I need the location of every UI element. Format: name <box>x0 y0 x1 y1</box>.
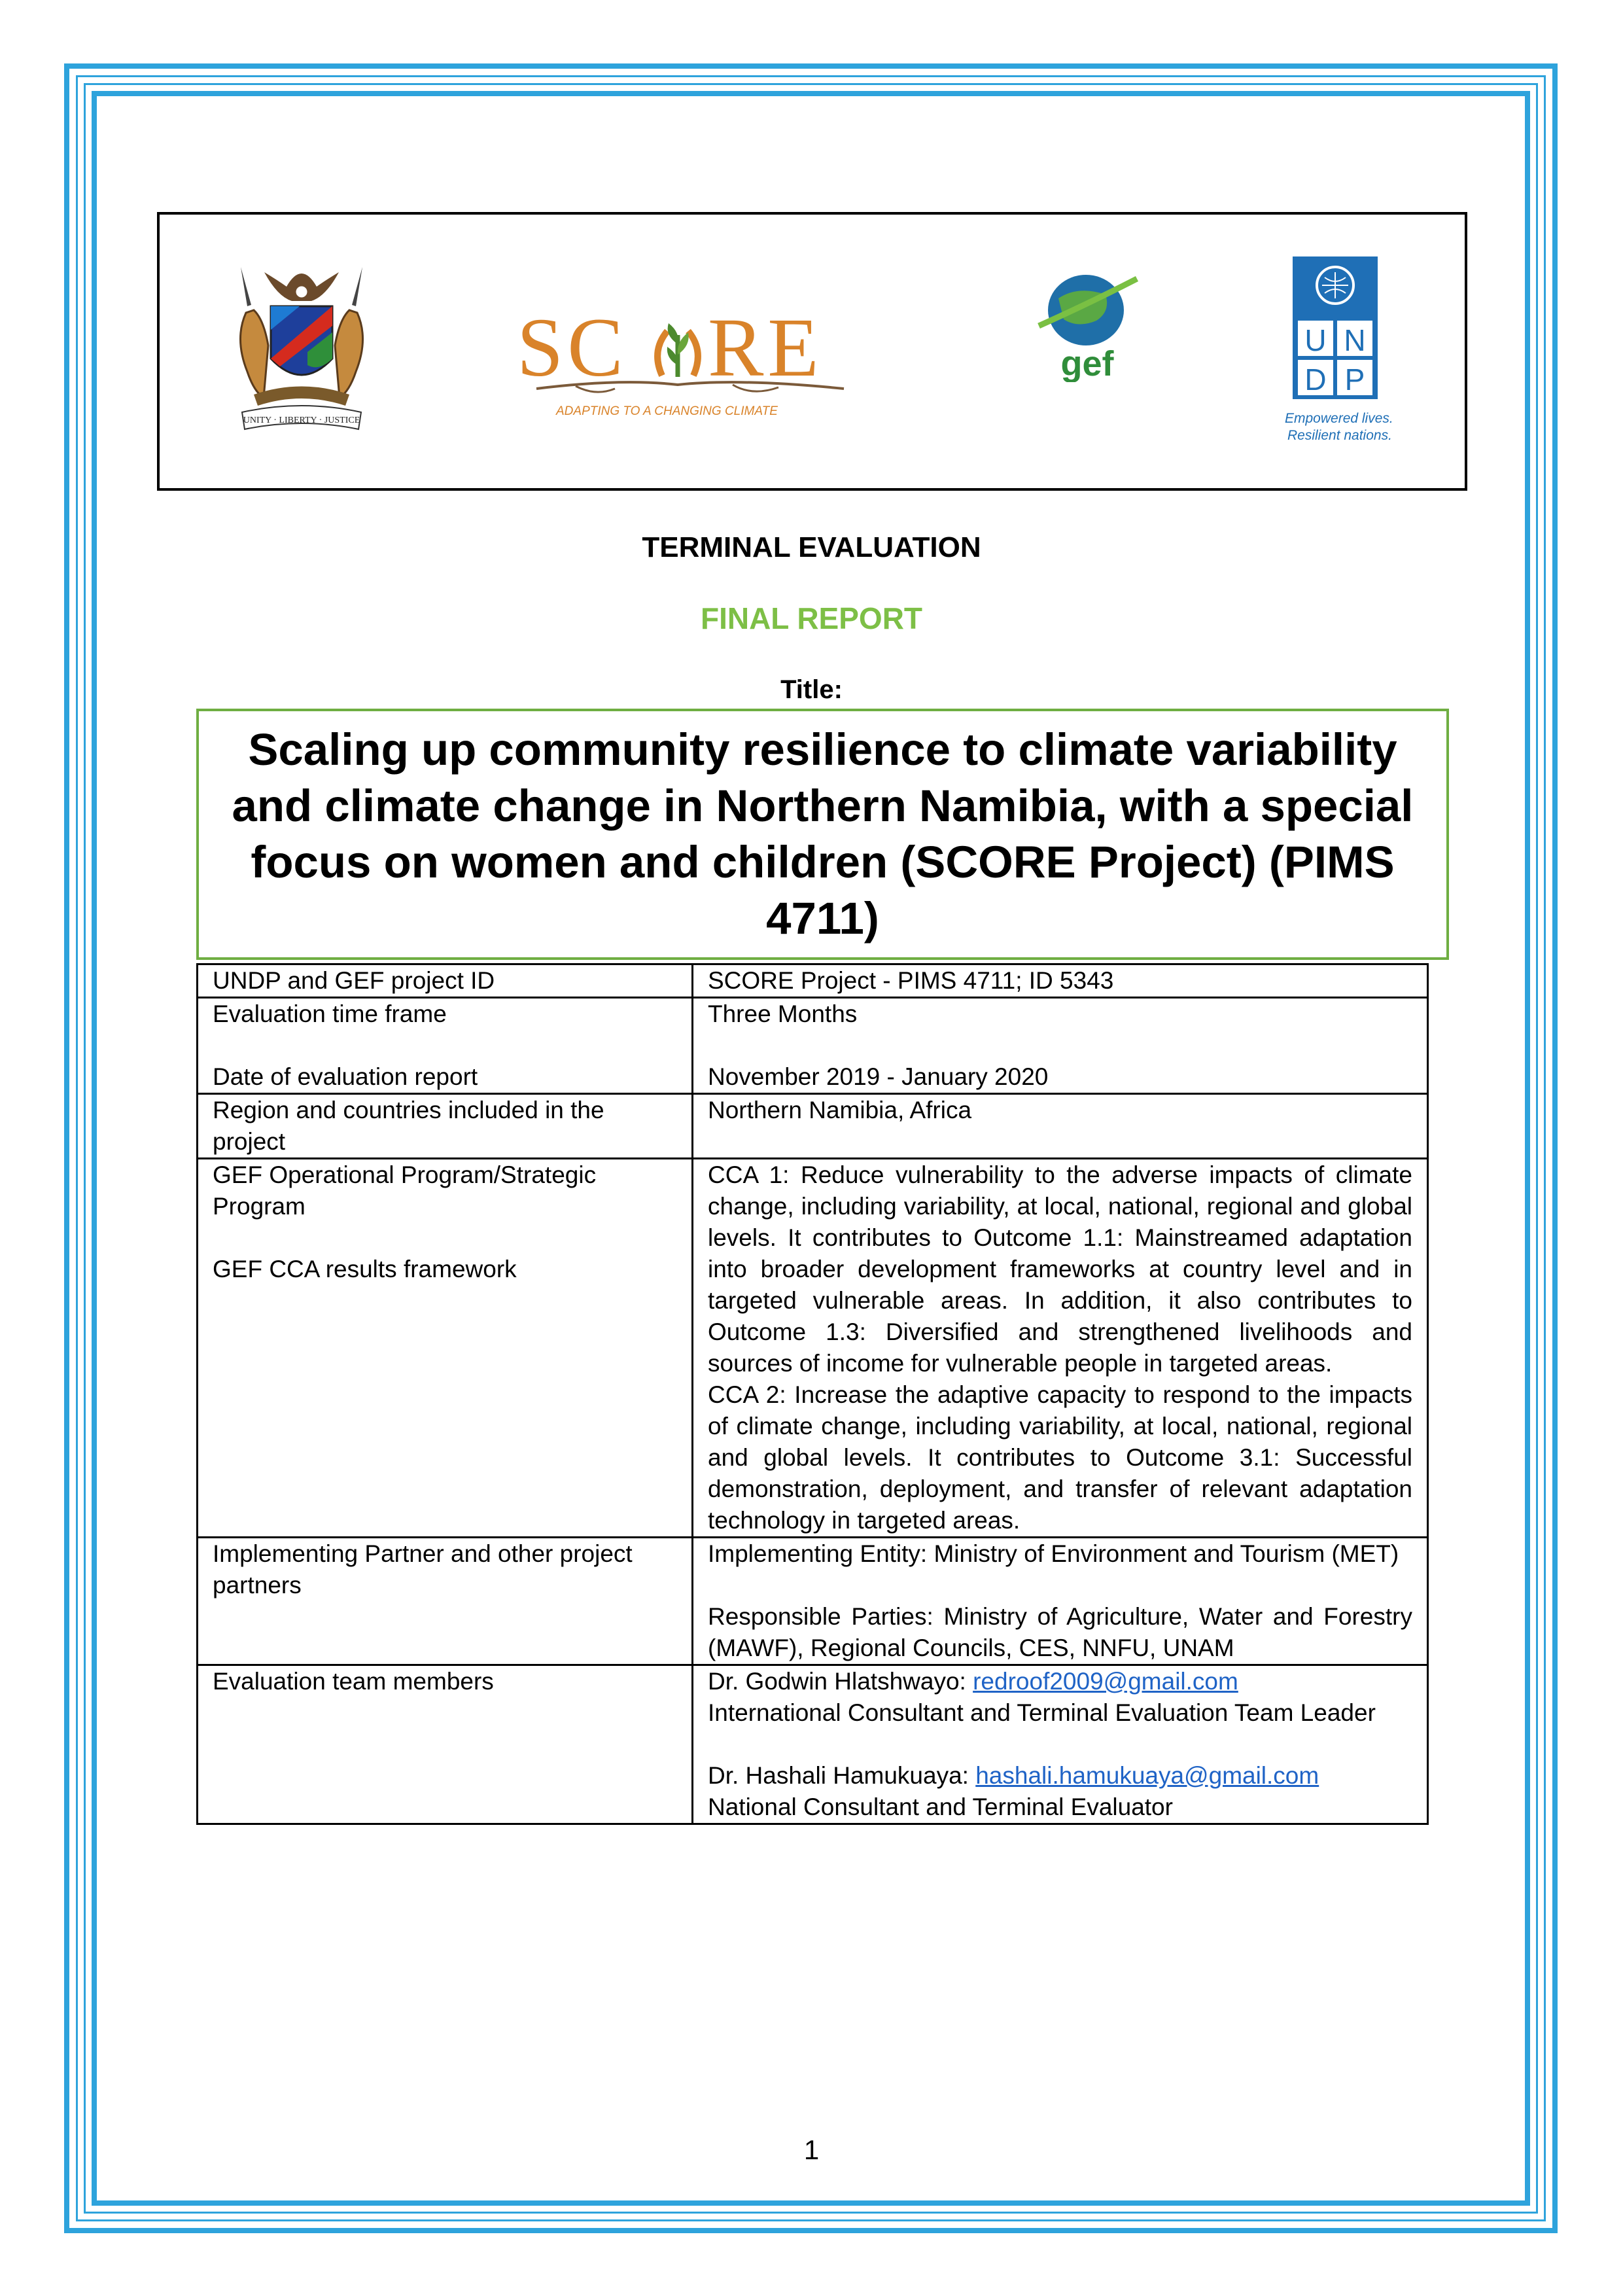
row-label: GEF Operational Program/Strategic Program <box>213 1161 597 1220</box>
table-row <box>198 1159 1428 1538</box>
svg-text:UNITY · LIBERTY · JUSTICE: UNITY · LIBERTY · JUSTICE <box>243 415 360 425</box>
svg-text:D: D <box>1304 362 1327 397</box>
final-report-heading: FINAL REPORT <box>700 601 923 635</box>
svg-text:U: U <box>1304 323 1327 357</box>
page-number: 1 <box>803 2134 820 2165</box>
row-value: SCORE Project - PIMS 4711; ID 5343 <box>708 967 1114 994</box>
table-row <box>198 964 1428 998</box>
member-name: Dr. Godwin Hlatshwayo: <box>708 1668 973 1695</box>
table-cell-label <box>198 1665 693 1824</box>
svg-text:Empowered lives.: Empowered lives. <box>1285 411 1393 426</box>
table-cell-value <box>693 1094 1428 1159</box>
row-label: Evaluation time frame <box>213 1000 447 1027</box>
row-value: Three Months <box>708 1000 858 1027</box>
row-label: Region and countries included in the project <box>213 1097 604 1155</box>
member-role: International Consultant and Terminal Evaluation Team Leader <box>708 1699 1376 1726</box>
project-title: Scaling up community resilience to climate variability and climate change in Northern Namibia, with a special focus on women and children (SCORE Project) (PIMS 4711) <box>232 724 1414 944</box>
project-info-table <box>196 963 1429 1825</box>
member-role: National Consultant and Terminal Evaluator <box>708 1793 1173 1820</box>
undp-logo <box>1285 256 1416 453</box>
svg-text:Resilient nations.: Resilient nations. <box>1287 428 1392 443</box>
row-value: Implementing Entity: Ministry of Environment and Tourism (MET) <box>708 1540 1399 1567</box>
row-value: CCA 2: Increase the adaptive capacity to respond to the impacts of climate change, including variability, at local, national, regional and global levels. It contributes to Outcome 3.1: Successful demonstration, deployment, and transfer of relevant adaptation technology in targeted areas. <box>708 1381 1412 1534</box>
table-row <box>198 1538 1428 1665</box>
title-label: Title: <box>780 675 843 704</box>
row-label: GEF CCA results framework <box>213 1256 517 1282</box>
svg-text:RE: RE <box>708 305 823 394</box>
row-value: November 2019 - January 2020 <box>708 1063 1049 1090</box>
row-label: Date of evaluation report <box>213 1063 478 1090</box>
table-row <box>198 1094 1428 1159</box>
row-label: UNDP and GEF project ID <box>213 967 495 994</box>
row-value: CCA 1: Reduce vulnerability to the adverse impacts of climate change, including variability, at local, national, regional and global levels. It contributes to Outcome 1.1: Mainstreamed adaptation into broader development frameworks at country level and in targeted vulnerable areas. In addition, it also contributes to Outcome 1.3: Diversified and strengthened livelihoods and sources of income for vulnerable people in targeted areas. <box>708 1161 1412 1377</box>
svg-text:gef: gef <box>1060 344 1114 382</box>
table-row <box>198 1665 1428 1824</box>
table-cell-label <box>198 1538 693 1665</box>
table-cell-value <box>693 1538 1428 1665</box>
table-cell-label <box>198 1159 693 1538</box>
gef-logo <box>1032 266 1143 382</box>
svg-text:P: P <box>1344 362 1365 397</box>
namibia-coat-of-arms-logo <box>228 260 375 433</box>
table-cell-value <box>693 998 1428 1094</box>
svg-text:SC: SC <box>517 305 627 394</box>
score-logo <box>517 305 883 423</box>
member-name: Dr. Hashali Hamukuaya: <box>708 1762 976 1789</box>
table-cell-value <box>693 1159 1428 1538</box>
email-link[interactable]: hashali.hamukuaya@gmail.com <box>975 1762 1319 1789</box>
row-value: Responsible Parties: Ministry of Agriculture, Water and Forestry (MAWF), Regional Councils, CES, NNFU, UNAM <box>708 1603 1412 1661</box>
row-value: Northern Namibia, Africa <box>708 1097 972 1123</box>
table-cell-value <box>693 964 1428 998</box>
row-label: Evaluation team members <box>213 1668 494 1695</box>
table-cell-label <box>198 1094 693 1159</box>
row-label: Implementing Partner and other project partners <box>213 1540 633 1598</box>
email-link[interactable]: redroof2009@gmail.com <box>973 1668 1238 1695</box>
svg-text:N: N <box>1344 323 1366 357</box>
svg-text:ADAPTING TO A CHANGING CLIMATE: ADAPTING TO A CHANGING CLIMATE <box>556 404 778 418</box>
terminal-evaluation-heading: TERMINAL EVALUATION <box>642 531 981 563</box>
table-cell-value <box>693 1665 1428 1824</box>
project-title-box <box>196 709 1449 960</box>
table-cell-label <box>198 998 693 1094</box>
table-row <box>198 998 1428 1094</box>
table-cell-label <box>198 964 693 998</box>
